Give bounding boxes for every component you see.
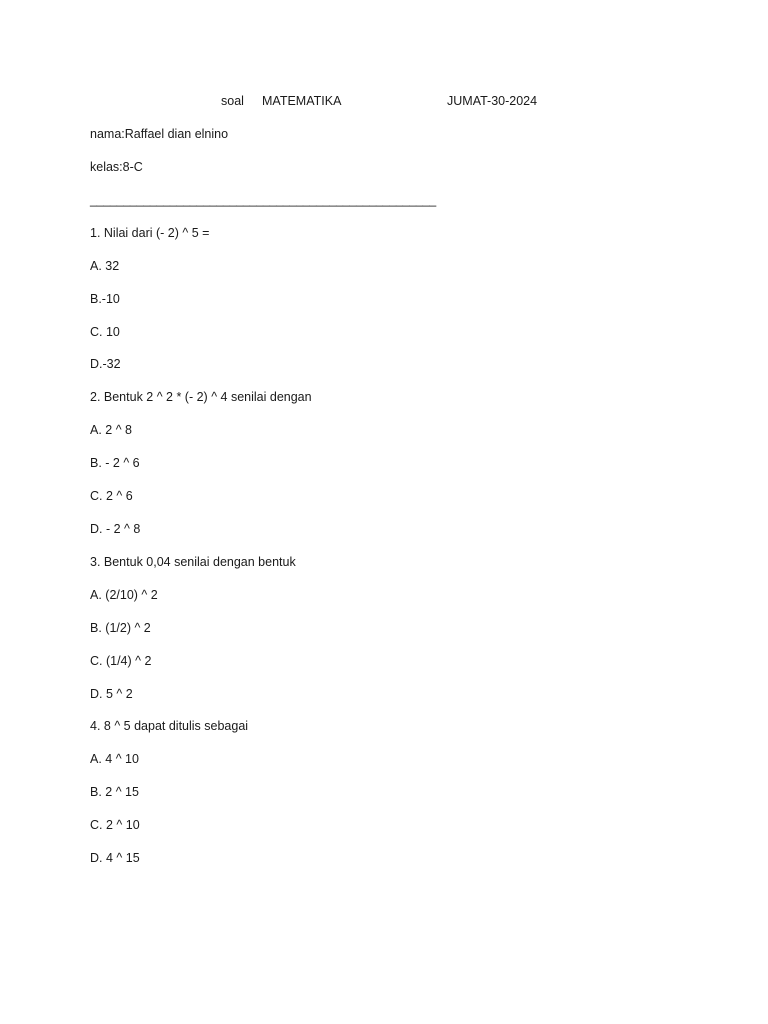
student-name: nama:Raffael dian elnino [90, 127, 229, 141]
question-3-option-d: D. 5 ^ 2 [90, 687, 133, 701]
question-3-option-c: C. (1/4) ^ 2 [90, 654, 152, 668]
student-class: kelas:8-C [90, 160, 143, 174]
question-4-option-a: A. 4 ^ 10 [90, 752, 139, 766]
question-1-option-b: B.-10 [90, 292, 120, 306]
question-2-option-c: C. 2 ^ 6 [90, 489, 133, 503]
question-2: 2. Bentuk 2 ^ 2 * (- 2) ^ 4 senilai dengan [90, 390, 312, 404]
question-1: 1. Nilai dari (- 2) ^ 5 = [90, 226, 210, 240]
question-4-option-b: B. 2 ^ 15 [90, 785, 139, 799]
question-2-option-d: D. - 2 ^ 8 [90, 522, 141, 536]
question-2-option-b: B. - 2 ^ 6 [90, 456, 140, 470]
header-date: JUMAT-30-2024 [447, 94, 538, 108]
question-3: 3. Bentuk 0,04 senilai dengan bentuk [90, 555, 296, 569]
question-1-option-c: C. 10 [90, 325, 120, 339]
separator-line: ____________________________________________________ [90, 193, 436, 207]
question-1-option-d: D.-32 [90, 357, 121, 371]
question-3-option-a: A. (2/10) ^ 2 [90, 588, 158, 602]
question-4-option-d: D. 4 ^ 15 [90, 851, 140, 865]
question-4-option-c: C. 2 ^ 10 [90, 818, 140, 832]
header-subject: MATEMATIKA [262, 94, 342, 108]
question-2-option-a: A. 2 ^ 8 [90, 423, 132, 437]
question-3-option-b: B. (1/2) ^ 2 [90, 621, 151, 635]
question-1-option-a: A. 32 [90, 259, 120, 273]
question-4: 4. 8 ^ 5 dapat ditulis sebagai [90, 719, 249, 733]
header-soal: soal [221, 94, 244, 108]
